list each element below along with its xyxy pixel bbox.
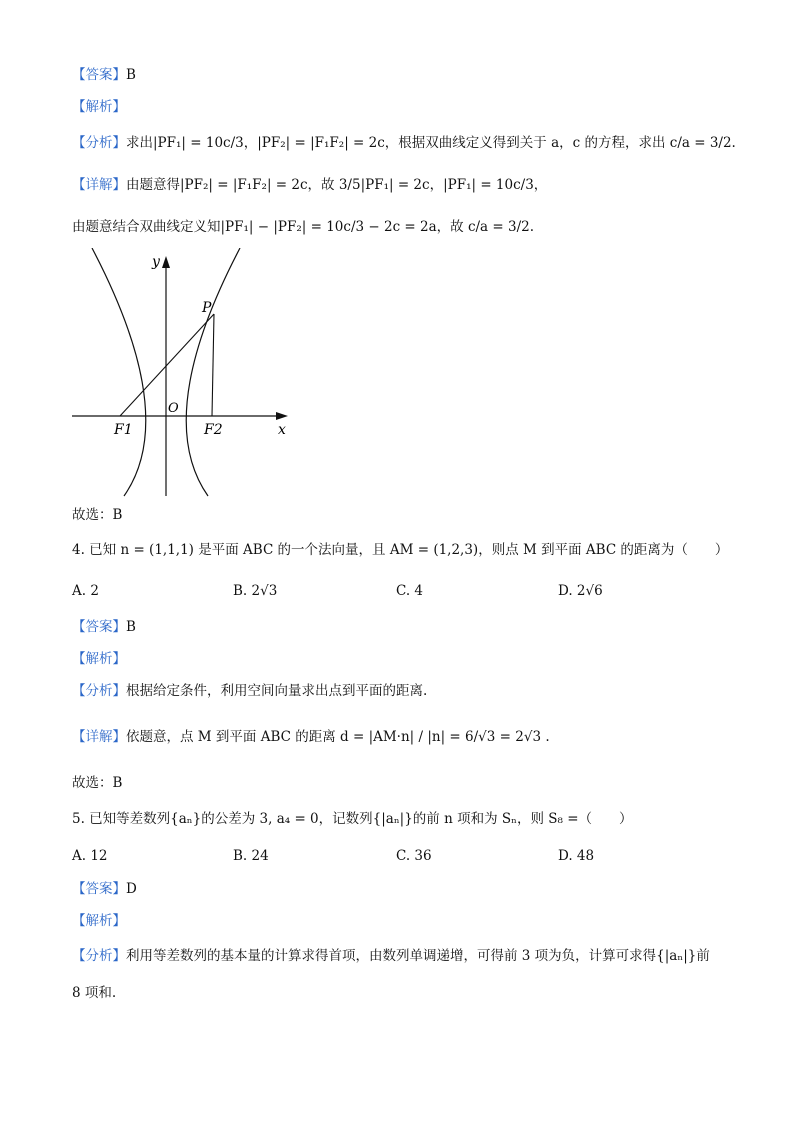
q4-answer-line [72,616,136,638]
q3-answer-line [72,64,136,86]
q3-analysis-line [72,96,126,118]
q4-choose: 故选：B [72,775,123,791]
answer-value: B [126,67,136,83]
fenxi-tag: 【分析】 [72,948,126,964]
xiangjie-tag: 【详解】 [72,177,126,193]
q3-fenxi-line [72,132,736,154]
q5-fenxi-line [72,945,710,967]
analysis-tag: 【解析】 [72,913,126,929]
q4-fenxi-line [72,680,427,702]
x-axis-arrow [276,412,288,420]
q3-line2: 由题意结合双曲线定义知|PF₁| − |PF₂| = 10c/3 − 2c = 2a，故 c/a = 3/2. [72,219,535,235]
q5-fenxi-line2: 8 项和. [72,985,117,1001]
answer-tag: 【答案】 [72,619,126,635]
fenxi-text: 根据给定条件，利用空间向量求出点到平面的距离. [126,683,428,699]
segment-PF2 [212,314,214,416]
segment-PF1 [120,314,214,416]
answer-value: D [126,881,137,897]
q5-stem: 5. 已知等差数列{aₙ}的公差为 3, a₄ = 0，记数列{|aₙ|}的前 n 项和为 Sₙ，则 S₈ =（ ） [72,811,633,827]
label-x: x [278,422,286,438]
label-y: y [152,254,160,270]
fenxi-text: 求出|PF₁| = 10c/3，|PF₂| = |F₁F₂| = 2c，根据双曲线定义得到关于 a，c 的方程，求出 c/a = 3/2. [126,135,736,151]
answer-tag: 【答案】 [72,881,126,897]
q5-option-d: D. 48 [558,848,595,864]
answer-value: B [126,619,136,635]
label-F1: F1 [114,422,133,438]
q4-option-c: C. 4 [396,583,424,599]
xiangjie-text: 由题意得|PF₂| = |F₁F₂| = 2c，故 3/5|PF₁| = 2c，|PF₁| = 10c/3， [126,177,548,193]
xiangjie-text: 依题意，点 M 到平面 ABC 的距离 d = |AM·n| / |n| = 6/√3 = 2√3 . [126,729,550,745]
label-F2: F2 [204,422,223,438]
q3-xiangjie-line [72,174,547,196]
q5-analysis-line [72,910,126,932]
q5-answer-line [72,878,137,900]
fenxi-text: 利用等差数列的基本量的计算求得首项，由数列单调递增，可得前 3 项为负，计算可求得{|aₙ|}前 [126,948,710,964]
q4-option-b: B. 2√3 [233,583,278,599]
fenxi-tag: 【分析】 [72,683,126,699]
answer-tag: 【答案】 [72,67,126,83]
hyperbola-figure [66,248,298,500]
xiangjie-tag: 【详解】 [72,729,126,745]
label-O: O [168,401,179,416]
q4-option-d: D. 2√6 [558,583,603,599]
q5-option-c: C. 36 [396,848,432,864]
label-P: P [202,300,212,316]
q4-xiangjie-line [72,726,550,748]
q5-option-b: B. 24 [233,848,269,864]
q4-option-a: A. 2 [72,583,99,599]
y-axis-arrow [162,256,170,268]
q3-choose: 故选：B [72,507,123,523]
q5-option-a: A. 12 [72,848,108,864]
fenxi-tag: 【分析】 [72,135,126,151]
hyperbola-left-branch [92,248,146,496]
q4-analysis-line [72,648,126,670]
analysis-tag: 【解析】 [72,651,126,667]
q4-stem: 4. 已知 n = (1,1,1) 是平面 ABC 的一个法向量，且 AM = (1,2,3)，则点 M 到平面 ABC 的距离为（ ） [72,542,729,558]
analysis-tag: 【解析】 [72,99,126,115]
